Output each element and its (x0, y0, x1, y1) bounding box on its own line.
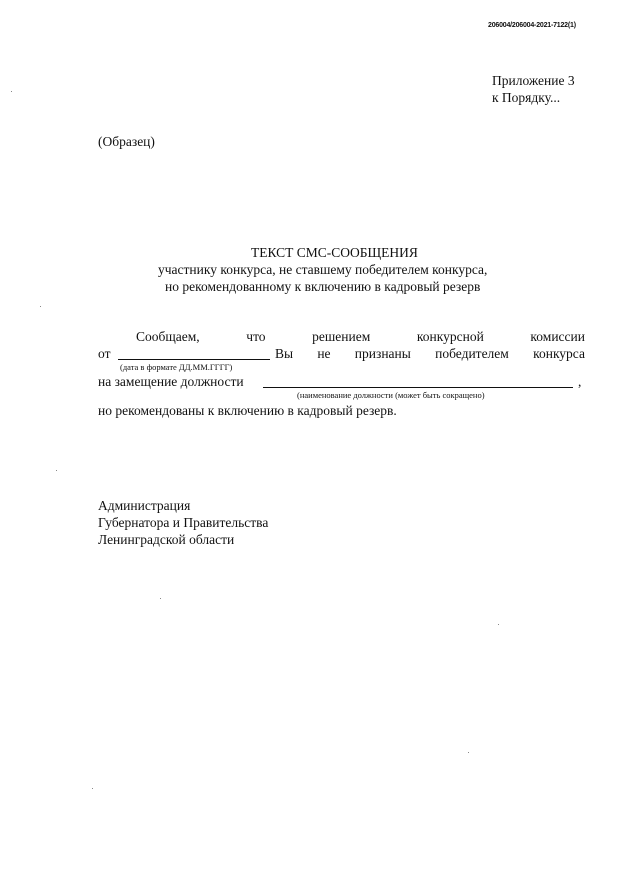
position-note: (наименование должности (может быть сокращено) (297, 390, 485, 400)
scan-speck (498, 624, 499, 625)
scan-speck (11, 91, 12, 92)
appendix-reference: к Порядку... (492, 90, 561, 105)
body-word: комиссии (530, 329, 585, 344)
body-word: конкурсной (416, 329, 484, 344)
body-line-2 (275, 345, 585, 362)
body-line-3-start: на замещение должности (98, 374, 244, 389)
document-id: 206004/206004-2021-7122(1) (488, 22, 576, 29)
date-format-note: (дата в формате ДД.ММ.ГГГГ) (120, 362, 233, 372)
body-line-2-start: от (98, 346, 111, 361)
signature-line-1: Администрация (98, 498, 191, 513)
scan-speck (40, 306, 41, 307)
body-word: Сообщаем, (136, 329, 200, 344)
sample-label: (Образец) (98, 134, 155, 149)
title-subline-2: но рекомендованному к включению в кадровый резерв (165, 279, 481, 294)
body-line-4: но рекомендованы к включению в кадровый резерв. (98, 403, 397, 418)
position-blank (263, 387, 573, 388)
body-word: решением (312, 329, 371, 344)
scan-speck (56, 470, 57, 471)
scan-speck (160, 598, 161, 599)
body-word: не (317, 346, 331, 361)
body-word: конкурса (533, 346, 585, 361)
signature-line-2: Губернатора и Правительства (98, 515, 269, 530)
document-title: ТЕКСТ СМС-СООБЩЕНИЯ (251, 245, 418, 260)
body-word: признаны (354, 346, 411, 361)
body-word: Вы (275, 346, 294, 361)
body-line-1 (136, 328, 585, 345)
date-blank (118, 359, 270, 360)
body-line-3-comma: , (578, 374, 582, 389)
signature-line-3: Ленинградской области (98, 532, 235, 547)
body-word: что (246, 329, 266, 344)
scan-speck (92, 788, 93, 789)
scan-speck (468, 752, 469, 753)
body-word: победителем (435, 346, 509, 361)
appendix-label: Приложение 3 (492, 73, 575, 88)
title-subline-1: участнику конкурса, не ставшему победителем конкурса, (158, 262, 488, 277)
